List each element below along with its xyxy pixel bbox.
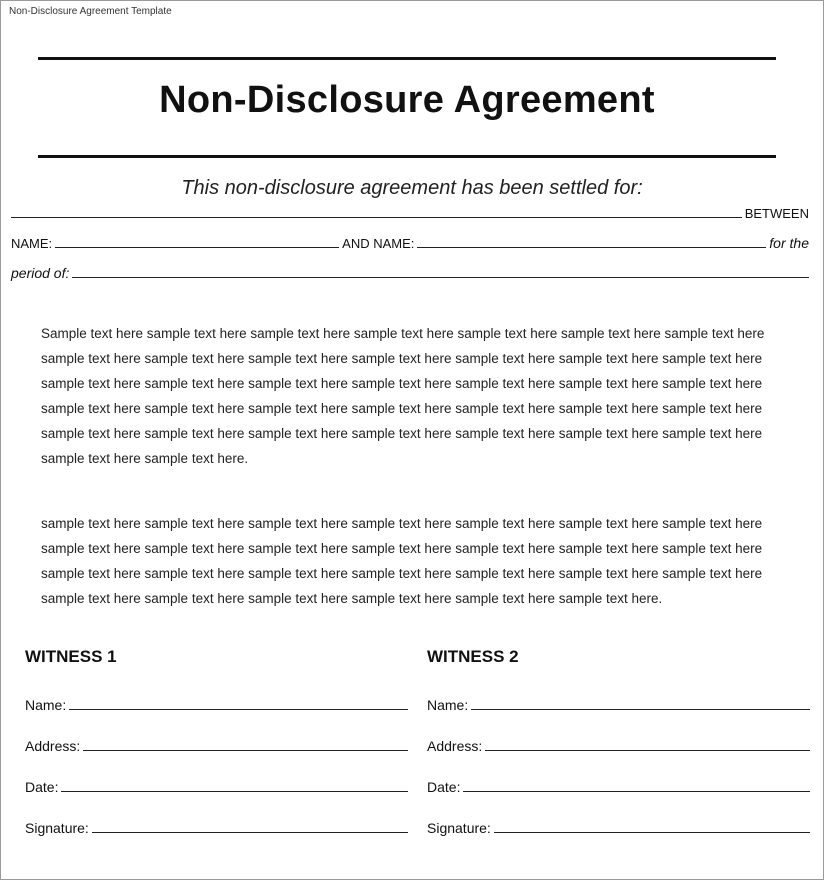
witness-2-name-blank[interactable]	[471, 709, 810, 710]
period-row	[11, 259, 809, 281]
period-label: period of:	[11, 265, 70, 281]
between-row	[11, 199, 809, 221]
and-name-label: AND NAME:	[342, 236, 415, 251]
document-title: Non-Disclosure Agreement	[159, 79, 655, 121]
witness-2-name-label: Name:	[427, 697, 469, 713]
witness-2-date-blank[interactable]	[463, 791, 810, 792]
bottom-rule	[38, 155, 776, 158]
body-paragraph-2: sample text here sample text here sample text here sample text here sample text here sample text here sample text here sample text here sample text here sample text here sample text here sample text here sample text here sample text here sample text here sample text here sample text here sample text here sample text here sample text here sample text here sample text here sample text here sample text here sample text here sample text here sample text here.	[41, 516, 763, 606]
witness-2-signature-blank[interactable]	[494, 832, 810, 833]
witness-2-date-field	[427, 773, 813, 795]
witness-1-name-field	[25, 691, 411, 713]
witness-1-date-label: Date:	[25, 779, 59, 795]
witness-1-address-blank[interactable]	[83, 750, 408, 751]
witness-1-address-label: Address:	[25, 738, 81, 754]
witness-2-signature-label: Signature:	[427, 820, 491, 836]
witness-2-name-field	[427, 691, 813, 713]
subtitle: This non-disclosure agreement has been settled for:	[181, 177, 643, 199]
for-the-label: for the	[769, 235, 809, 251]
witness-2-address-field	[427, 732, 813, 754]
witness-1-name-label: Name:	[25, 697, 67, 713]
and-name-blank[interactable]	[417, 247, 766, 248]
witness-2-date-label: Date:	[427, 779, 461, 795]
header-label: Non-Disclosure Agreement Template	[9, 6, 172, 17]
witness-1-signature-blank[interactable]	[92, 832, 408, 833]
witness-1-signature-label: Signature:	[25, 820, 89, 836]
witness-1-title: WITNESS 1	[25, 647, 117, 666]
top-rule	[38, 57, 776, 60]
period-blank[interactable]	[72, 277, 809, 278]
between-label: BETWEEN	[744, 206, 809, 221]
name-label: NAME:	[11, 236, 53, 251]
name-blank[interactable]	[55, 247, 339, 248]
witness-2-address-label: Address:	[427, 738, 483, 754]
witness-1-date-field	[25, 773, 411, 795]
body-paragraph-1: Sample text here sample text here sample text here sample text here sample text here sample text here sample text here sample text here sample text here sample text here sample text here sample text here sample text here sample text here sample text here sample text here sample text here sample text here sample text here sample text here sample text here sample text here sample text here sample text here sample text here sample text here sample text here sample text here sample text here sample text here sample text here sample text here sample text here sample text here sample text here sample text here sample text here.	[41, 326, 765, 466]
party-1-blank[interactable]	[11, 217, 742, 218]
witness-1-name-blank[interactable]	[69, 709, 408, 710]
witness-1-signature-field	[25, 814, 411, 836]
witness-2-signature-field	[427, 814, 813, 836]
witness-1-address-field	[25, 732, 411, 754]
witness-1-date-blank[interactable]	[61, 791, 408, 792]
witness-2-title: WITNESS 2	[427, 647, 519, 666]
witness-2-address-blank[interactable]	[485, 750, 810, 751]
names-row	[11, 229, 809, 251]
